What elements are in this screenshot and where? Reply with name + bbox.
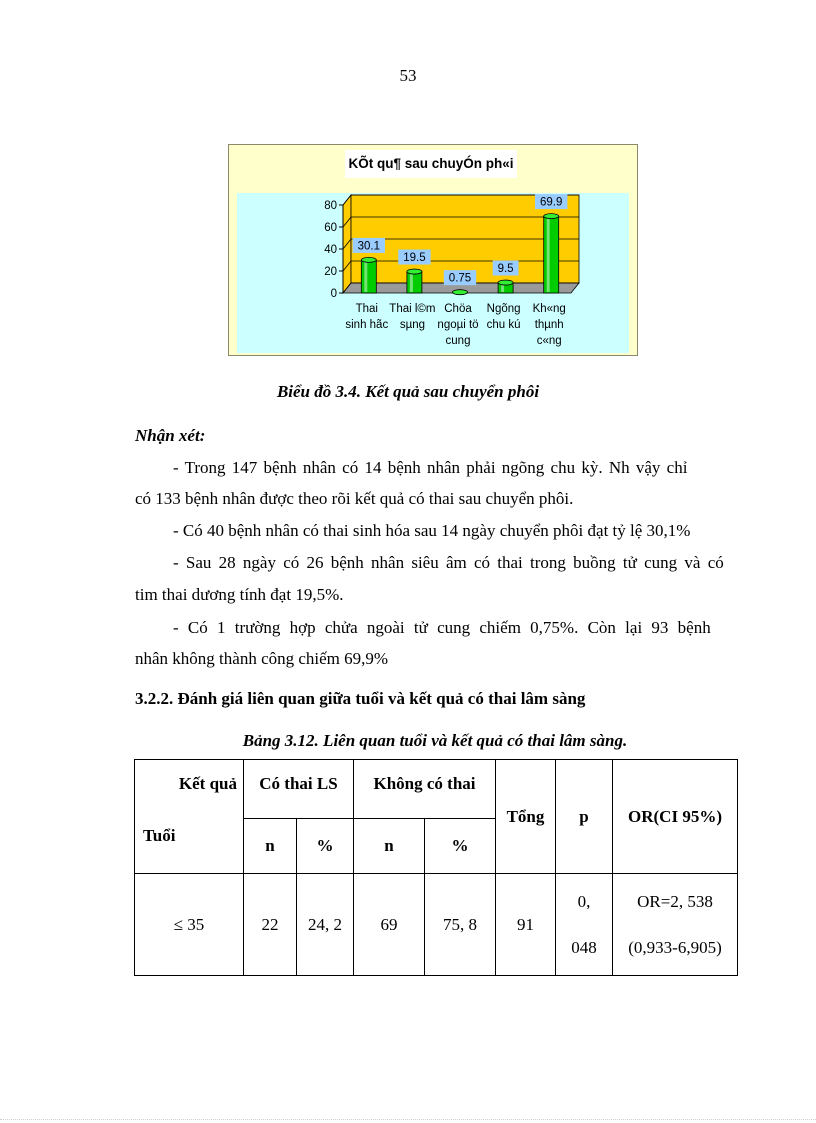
category-label: chu kú: [486, 319, 521, 331]
y-tick-label: 20: [324, 266, 337, 278]
cell-n1: 22: [244, 874, 297, 976]
remark-paragraph-4-cont: nhân không thành công chiếm 69,9%: [135, 649, 389, 668]
cell-p-line2: 048: [571, 937, 597, 957]
y-tick-label: 40: [324, 244, 337, 256]
bar-top: [498, 280, 513, 285]
bar-highlight: [364, 261, 367, 292]
category-label: cung: [445, 335, 471, 347]
category-label: sµng: [399, 319, 425, 331]
cell-or-line1: OR=2, 538: [637, 891, 713, 911]
data-label: 30.1: [357, 240, 380, 253]
subheader-n: n: [244, 819, 297, 874]
data-label: 69.9: [540, 196, 563, 209]
table-caption: Bảng 3.12. Liên quan tuổi và kết quả có thai lâm sàng.: [242, 731, 628, 750]
cell-n2: 69: [354, 874, 425, 976]
subheader-pct: %: [297, 819, 354, 874]
category-label: sinh hãc: [345, 319, 389, 331]
bar-top: [407, 269, 422, 274]
bar-highlight: [410, 273, 413, 292]
cell-or-line2: (0,933-6,905): [628, 937, 722, 957]
result-table: [134, 759, 738, 976]
category-label: ngoµi tö: [437, 319, 479, 331]
remark-paragraph-1-cont: có 133 bệnh nhân được theo rõi kết quả có thai sau chuyển phôi.: [135, 489, 574, 508]
section-heading: 3.2.2. Đánh giá liên quan giữa tuổi và kết quả có thai lâm sàng: [135, 689, 586, 708]
y-tick-label: 0: [330, 288, 337, 300]
cell-total: 91: [496, 874, 556, 976]
cell-or: [613, 874, 738, 976]
page-number: 53: [399, 66, 417, 85]
header-p: p: [556, 760, 613, 874]
chart-title: KÕt qu¶ sau chuyÓn ph«i: [345, 150, 517, 178]
bar-top: [453, 290, 468, 295]
header-or: OR(CI 95%): [613, 760, 738, 874]
y-tick-label: 60: [324, 222, 337, 234]
category-label: c«ng: [536, 335, 562, 347]
figure-caption: Biểu đồ 3.4. Kết quả sau chuyển phôi: [276, 382, 540, 401]
bar: [544, 216, 559, 293]
header-no-pregnancy: Không có thai: [354, 760, 496, 819]
subheader-n: n: [354, 819, 425, 874]
subheader-pct: %: [425, 819, 496, 874]
table-row: [135, 874, 738, 976]
header-clinical: Có thai LS: [244, 760, 354, 819]
table-header-row: [135, 760, 738, 819]
cell-pct2: 75, 8: [425, 874, 496, 976]
category-label: thµnh: [534, 319, 564, 331]
data-label: 9.5: [497, 263, 514, 276]
category-label: Ngõng: [486, 303, 521, 315]
remark-paragraph-3-cont: tim thai dương tính đạt 19,5%.: [135, 585, 344, 604]
category-label: Thai l©m: [389, 303, 436, 315]
bar-highlight: [547, 217, 550, 292]
header-age: Tuổi: [143, 826, 176, 845]
bar-top: [544, 214, 559, 219]
corner-header-cell: [135, 760, 244, 874]
header-total: Tổng: [496, 760, 556, 874]
cell-p: [556, 874, 613, 976]
header-result: Kết quả: [178, 774, 237, 793]
bar-chart: [237, 193, 629, 353]
cell-pct1: 24, 2: [297, 874, 354, 976]
bar: [361, 260, 376, 293]
data-label: 19.5: [403, 252, 426, 265]
cell-age: ≤ 35: [135, 874, 244, 976]
category-label: Kh«ng: [532, 303, 566, 315]
bottom-rule: [0, 1119, 816, 1120]
remark-paragraph-1: - Trong 147 bệnh nhân có 14 bệnh nhân phải ngõng chu kỳ. Nh vậy chỉ: [173, 458, 688, 477]
category-label: Chöa: [444, 303, 472, 315]
category-label: Thai: [355, 303, 378, 315]
remark-paragraph-2: - Có 40 bệnh nhân có thai sinh hóa sau 14 ngày chuyển phôi đạt tỷ lệ 30,1%: [173, 521, 691, 540]
bar-top: [361, 257, 376, 262]
remark-paragraph-4: - Có 1 trường hợp chửa ngoài tử cung chiếm 0,75%. Còn lại 93 bệnh: [173, 618, 711, 637]
cell-p-line1: 0,: [577, 891, 591, 911]
y-tick-label: 80: [324, 200, 337, 212]
remark-paragraph-3: - Sau 28 ngày có 26 bệnh nhân siêu âm có thai trong buồng tử cung và có: [173, 553, 724, 572]
remark-heading: Nhận xét:: [135, 426, 206, 445]
bar: [407, 272, 422, 293]
data-label: 0.75: [448, 272, 472, 285]
